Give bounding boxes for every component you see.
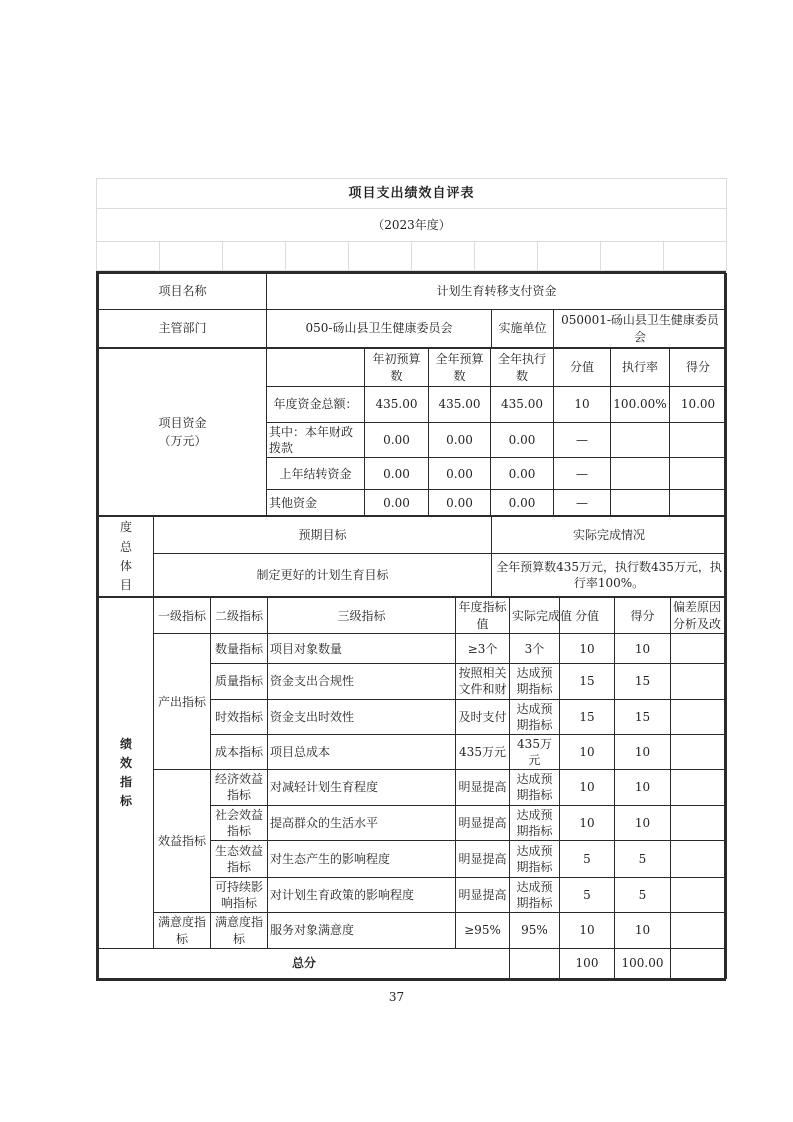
cell-target: 明显提高 — [456, 770, 510, 805]
cell-target: 按照相关文件和财 — [456, 664, 510, 699]
cell-score: 5 — [615, 841, 671, 878]
total-points: 100 — [560, 948, 615, 978]
cell-level2: 生态效益指标 — [211, 841, 268, 878]
cell-rate — [611, 423, 670, 458]
col-rate: 执行率 — [611, 349, 670, 387]
form-title: 项目支出绩效自评表 — [97, 179, 727, 209]
grid-cell — [412, 242, 475, 271]
cell-points: 10 — [560, 770, 615, 805]
cell-score: 10 — [615, 805, 671, 840]
cell-level2: 成本指标 — [211, 734, 268, 769]
table-row — [99, 274, 727, 310]
col-level1: 一级指标 — [154, 598, 211, 634]
grid-cell — [286, 242, 349, 271]
cell-points: — — [554, 458, 611, 490]
indicator-row — [99, 770, 727, 805]
cell-points: — — [554, 490, 611, 516]
cell-target: 明显提高 — [456, 878, 510, 913]
annual-goal-section — [98, 516, 727, 597]
cell-actual: 达成预期指标 — [510, 770, 560, 805]
form-subtitle: （2023年度） — [97, 209, 727, 242]
total-label: 总分 — [99, 948, 510, 978]
total-actual-cell — [510, 948, 560, 978]
cell-level3: 对计划生育政策的影响程度 — [268, 878, 456, 913]
cell-actual: 达成预期指标 — [510, 699, 560, 734]
cell-annual: 0.00 — [429, 423, 491, 458]
deviation-cell — [671, 770, 727, 805]
deviation-cell — [671, 664, 727, 699]
col-score: 得分 — [670, 349, 727, 387]
cell-initial: 0.00 — [365, 458, 429, 490]
total-deviation-cell — [671, 948, 727, 978]
indicator-row — [99, 913, 727, 948]
cell-points: 15 — [560, 664, 615, 699]
cell-target: 435万元 — [456, 734, 510, 769]
self-evaluation-form — [96, 178, 726, 981]
col-annual-budget: 全年预算数 — [429, 349, 491, 387]
cell-rate — [611, 458, 670, 490]
expected-goal-header: 预期目标 — [154, 517, 492, 554]
cell-score: 5 — [615, 878, 671, 913]
grid-cell — [538, 242, 601, 271]
cell-score — [670, 490, 727, 516]
indicator-row — [99, 634, 727, 664]
funding-section-label — [99, 349, 267, 516]
grid-cell — [601, 242, 664, 271]
cell-target: ≥95% — [456, 913, 510, 948]
level1-satisfaction: 满意度指标 — [154, 913, 211, 948]
level1-output: 产出指标 — [154, 634, 211, 770]
annual-goal-section-label-text: 度总体目 — [119, 520, 132, 592]
col-points: 分值 — [560, 598, 615, 634]
cell-points: 10 — [560, 634, 615, 664]
cell-points: 10 — [560, 913, 615, 948]
cell-level2: 时效指标 — [211, 699, 268, 734]
deviation-cell — [671, 805, 727, 840]
cell-target: ≥3个 — [456, 634, 510, 664]
cell-initial: 435.00 — [365, 387, 429, 423]
funding-row-label: 上年结转资金 — [267, 458, 365, 490]
cell-actual: 3个 — [510, 634, 560, 664]
cell-executed: 0.00 — [491, 490, 554, 516]
deviation-cell — [671, 699, 727, 734]
col-level3: 三级指标 — [268, 598, 456, 634]
cell-actual: 达成预期指标 — [510, 664, 560, 699]
col-target: 年度指标值 — [456, 598, 510, 634]
dept-value: 050-砀山县卫生健康委员会 — [267, 310, 492, 348]
total-score: 100.00 — [615, 948, 671, 978]
cell-level3: 资金支出时效性 — [268, 699, 456, 734]
grid-cell — [223, 242, 286, 271]
cell-score — [670, 423, 727, 458]
project-name-value: 计划生育转移支付资金 — [267, 274, 727, 310]
cell-level2: 经济效益指标 — [211, 770, 268, 805]
cell-score: 15 — [615, 699, 671, 734]
annual-goal-section-label — [99, 517, 154, 597]
cell-rate: 100.00% — [611, 387, 670, 423]
indicators-section-label — [99, 598, 154, 949]
deviation-cell — [671, 841, 727, 878]
cell-actual: 435万元 — [510, 734, 560, 769]
unit-value: 050001-砀山县卫生健康委员会 — [554, 310, 727, 348]
cell-level2: 质量指标 — [211, 664, 268, 699]
level1-benefit: 效益指标 — [154, 770, 211, 913]
funding-row-label: 年度资金总额： — [267, 387, 365, 423]
cell-executed: 0.00 — [491, 423, 554, 458]
project-info-section — [98, 273, 727, 348]
cell-annual: 0.00 — [429, 490, 491, 516]
cell-score: 10 — [615, 634, 671, 664]
cell-level2: 满意度指标 — [211, 913, 268, 948]
project-name-label: 项目名称 — [99, 274, 267, 310]
cell-level3: 对减轻计划生育程度 — [268, 770, 456, 805]
funding-row-label: 其他资金 — [267, 490, 365, 516]
cell-annual: 435.00 — [429, 387, 491, 423]
deviation-cell — [671, 734, 727, 769]
cell-level3: 项目总成本 — [268, 734, 456, 769]
actual-completion-value: 全年预算数435万元，执行数435万元，执行率100%。 — [492, 553, 727, 596]
cell-points: 5 — [560, 878, 615, 913]
grid-cell — [160, 242, 223, 271]
cell-points: 5 — [560, 841, 615, 878]
total-row — [99, 948, 727, 978]
cell-actual: 达成预期指标 — [510, 805, 560, 840]
cell-actual: 达成预期指标 — [510, 878, 560, 913]
cell-level3: 资金支出合规性 — [268, 664, 456, 699]
cell-points: 10 — [560, 734, 615, 769]
cell-level2: 社会效益指标 — [211, 805, 268, 840]
cell-level3: 提高群众的生活水平 — [268, 805, 456, 840]
cell-score: 15 — [615, 664, 671, 699]
table-row — [99, 310, 727, 348]
cell-level3: 对生态产生的影响程度 — [268, 841, 456, 878]
main-table — [96, 271, 726, 981]
cell-actual: 达成预期指标 — [510, 841, 560, 878]
table-row — [99, 349, 727, 387]
deviation-cell — [671, 913, 727, 948]
deviation-cell — [671, 878, 727, 913]
col-level2: 二级指标 — [211, 598, 268, 634]
title-grid — [96, 178, 727, 271]
col-executed: 全年执行数 — [491, 349, 554, 387]
cell-level3: 服务对象满意度 — [268, 913, 456, 948]
indicators-section — [98, 597, 727, 979]
cell-points: 10 — [554, 387, 611, 423]
cell-executed: 435.00 — [491, 387, 554, 423]
funding-section — [98, 348, 727, 516]
cell-initial: 0.00 — [365, 490, 429, 516]
table-row — [99, 517, 727, 554]
actual-completion-header: 实际完成情况 — [492, 517, 727, 554]
cell-rate — [611, 490, 670, 516]
cell-actual: 95% — [510, 913, 560, 948]
cell-points: — — [554, 423, 611, 458]
cell-points: 10 — [560, 805, 615, 840]
cell-executed: 0.00 — [491, 458, 554, 490]
indicators-section-label-text: 绩效指标 — [119, 736, 132, 809]
grid-cell — [349, 242, 412, 271]
unit-label: 实施单位 — [492, 310, 554, 348]
funding-section-label-text: 项目资金（万元） — [158, 416, 207, 449]
cell-score — [670, 458, 727, 490]
cell-score: 10 — [615, 734, 671, 769]
col-actual: 实际完成值 — [510, 598, 560, 634]
cell-target: 明显提高 — [456, 841, 510, 878]
col-deviation: 偏差原因分析及改 — [671, 598, 727, 634]
expected-goal-value: 制定更好的计划生育目标 — [154, 553, 492, 596]
funding-row-label: 其中：本年财政拨款 — [267, 423, 365, 458]
table-row — [99, 598, 727, 634]
page-number: 37 — [388, 990, 405, 1004]
col-score: 得分 — [615, 598, 671, 634]
col-points: 分值 — [554, 349, 611, 387]
cell-level2: 数量指标 — [211, 634, 268, 664]
funding-row-label-header — [267, 349, 365, 387]
cell-score: 10.00 — [670, 387, 727, 423]
cell-points: 15 — [560, 699, 615, 734]
dept-label: 主管部门 — [99, 310, 267, 348]
deviation-cell — [671, 634, 727, 664]
col-initial-budget: 年初预算数 — [365, 349, 429, 387]
grid-cell — [664, 242, 727, 271]
table-row — [99, 553, 727, 596]
cell-initial: 0.00 — [365, 423, 429, 458]
grid-cell — [475, 242, 538, 271]
cell-annual: 0.00 — [429, 458, 491, 490]
cell-target: 明显提高 — [456, 805, 510, 840]
cell-level2: 可持续影响指标 — [211, 878, 268, 913]
cell-target: 及时支付 — [456, 699, 510, 734]
cell-score: 10 — [615, 770, 671, 805]
cell-score: 10 — [615, 913, 671, 948]
cell-level3: 项目对象数量 — [268, 634, 456, 664]
grid-cell — [97, 242, 160, 271]
